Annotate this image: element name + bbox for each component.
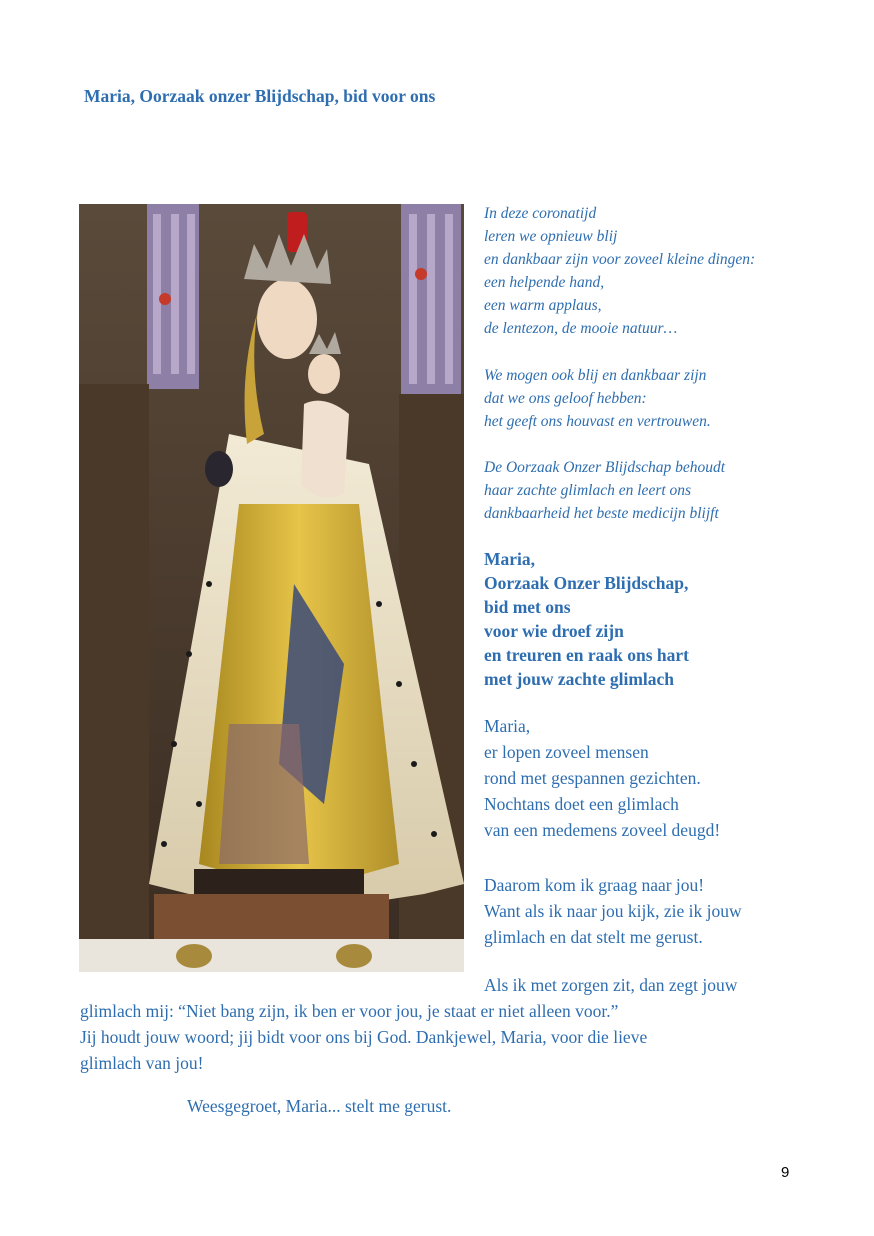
stanza-line: dankbaarheid het beste medicijn blijft (484, 505, 719, 522)
paragraph-line: Want als ik naar jou kijk, zie ik jouw (484, 901, 742, 921)
prayer-line: Oorzaak Onzer Blijdschap, (484, 573, 689, 593)
stanza-line: en dankbaar zijn voor zoveel kleine dingen: (484, 251, 756, 268)
paragraph-line: glimlach mij: “Niet bang zijn, ik ben er voor jou, je staat er niet alleen voor.” (80, 1001, 619, 1021)
stanza-line: In deze coronatijd (484, 205, 597, 222)
stanza-line: We mogen ook blij en dankbaar zijn (484, 367, 707, 384)
stanza-line: een warm applaus, (484, 297, 602, 314)
stanza-line: leren we opnieuw blij (484, 228, 618, 245)
page-number: 9 (781, 1164, 790, 1181)
stanza-1 (484, 202, 824, 340)
stanza-line: het geeft ons houvast en vertrouwen. (484, 413, 711, 430)
closing-line: Weesgegroet, Maria... stelt me gerust. (187, 1096, 452, 1116)
stanza-3 (484, 456, 824, 525)
paragraph-line: glimlach van jou! (80, 1053, 204, 1073)
prayer-line: Maria, (484, 549, 536, 569)
paragraph-line: van een medemens zoveel deugd! (484, 820, 721, 840)
prayer-line: voor wie droef zijn (484, 621, 624, 641)
paragraph-line: Maria, (484, 716, 531, 736)
stanza-line: de lentezon, de mooie natuur… (484, 320, 678, 337)
prayer-line: en treuren en raak ons hart (484, 645, 689, 665)
prayer-block (484, 547, 824, 691)
prayer-line: met jouw zachte glimlach (484, 669, 675, 689)
paragraph-2 (484, 872, 824, 950)
paragraph-1 (484, 713, 824, 843)
paragraph-line: Daarom kom ik graag naar jou! (484, 875, 705, 895)
paragraph-line: glimlach en dat stelt me gerust. (484, 927, 703, 947)
paragraph-line: Nochtans doet een glimlach (484, 794, 679, 814)
paragraph-line: er lopen zoveel mensen (484, 742, 649, 762)
stanza-2 (484, 364, 824, 433)
stanza-line: dat we ons geloof hebben: (484, 390, 647, 407)
paragraph-3-start (484, 972, 824, 998)
stanza-line: De Oorzaak Onzer Blijdschap behoudt (484, 459, 726, 476)
stanza-line: een helpende hand, (484, 274, 605, 291)
page-title: Maria, Oorzaak onzer Blijdschap, bid voor ons (84, 86, 436, 106)
prayer-line: bid met ons (484, 597, 571, 617)
paragraph-line: rond met gespannen gezichten. (484, 768, 701, 788)
stanza-line: haar zachte glimlach en leert ons (484, 482, 692, 499)
paragraph-line: Jij houdt jouw woord; jij bidt voor ons bij God. Dankjewel, Maria, voor die lieve (80, 1027, 648, 1047)
paragraph-line: Als ik met zorgen zit, dan zegt jouw (484, 975, 738, 995)
paragraph-3 (80, 998, 780, 1076)
statue-photo (79, 204, 464, 972)
